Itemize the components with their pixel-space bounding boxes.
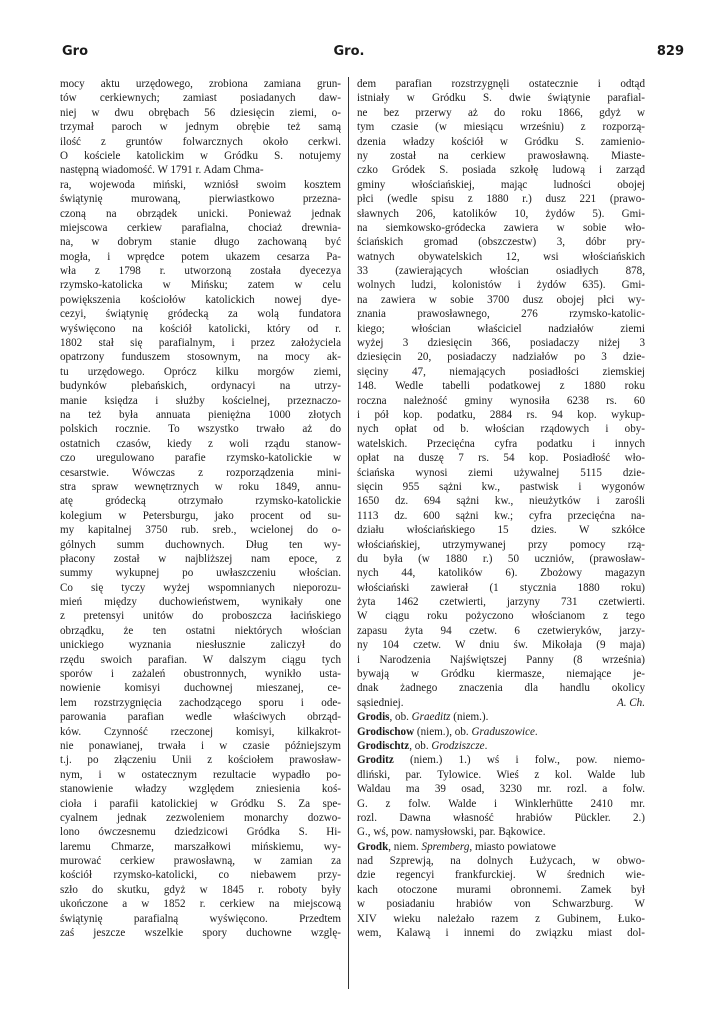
line-text: zaś jeszcze wszelkie spory duchowne wzglę- [60, 927, 341, 940]
line-text: czoną na obrządek unicki. Ponieważ jednak [60, 207, 341, 220]
text-line [60, 437, 341, 451]
text-line [60, 135, 341, 149]
line-text: sporów i zażaleń obustronnych, wynikło usta- [60, 668, 341, 681]
line-text: nych opłat od b. włościan rządowych i oby- [357, 423, 645, 436]
line-text: dliński, par. Tylowice. Wieś z kol. Walde lub [357, 768, 645, 781]
line-text: bywają w Gródku kiermasze, niemające je- [357, 668, 645, 681]
text-line [60, 221, 341, 235]
line-text: nowienie komisyi duchownej mieszanej, ce- [60, 682, 341, 695]
line-text: roczna należność gminy wynosiła 6238 rs. 60 [357, 394, 645, 407]
line-text: watelskich. Przecięćna cyfra podatku i innych [357, 437, 645, 450]
line-text: 1650 dz. 694 sążni kw., nieużytków i zarośli [357, 495, 645, 508]
line-text: du była (w 1880 r.) 50 uczniów, (prawosław- [357, 552, 645, 565]
line-text: w posiadaniu hrabiów von Schwarzburg. W [357, 898, 645, 911]
line-text: ne bez przerwy aż do roku 1866, gdyż w [357, 106, 645, 119]
entry-text: , miasto powiatowe [469, 840, 556, 853]
line-text: wem, Kalawą i innemi do związku miast dol- [357, 927, 645, 940]
line-text: powiększenia kościołów katolickich nowej dye- [60, 293, 341, 306]
text-line [60, 681, 341, 695]
text-line [357, 840, 645, 854]
text-line [60, 854, 341, 868]
line-text: dziesięcin 20, posiadaczy nadziałów po 3 dzie- [357, 351, 645, 364]
text-line [357, 437, 645, 451]
text-line [357, 609, 645, 623]
line-text: rozl. Dawna własność hrabiów Pückler. 2.) [357, 811, 645, 824]
line-text: działu włościańskiego 15 dzies. W szkółce [357, 524, 645, 537]
text-line [60, 307, 341, 321]
line-text: sięciny 47, niemających posiadłości ziemskiej [357, 365, 645, 378]
text-line [60, 235, 341, 249]
entry-headword: Groditz [357, 754, 394, 767]
line-text: 148. Wedle tabelli podatkowej z 1880 roku [357, 380, 645, 393]
text-line [357, 753, 645, 767]
line-text: płci (wedle spisu z 1880 r.) dusz 221 (prawo- [357, 193, 645, 206]
line-text: kościół rzymsko-katolicki, co niebawem przy- [60, 869, 341, 882]
line-text: z pretensyi unitów do proboszcza łacińskiego [60, 610, 341, 623]
line-text: polskich rocznie. To wszystko trwało aż do [60, 423, 341, 436]
line-text: watnych obywatelskich 12, wsi włościańskich [357, 250, 645, 263]
line-text: laremu Chmarze, marszałkowi mińskiemu, wy- [60, 840, 341, 853]
text-line [357, 336, 645, 350]
text-line [60, 638, 341, 652]
line-text: na, w dobrym stanie długo zachowaną być [60, 236, 341, 249]
text-line [357, 552, 645, 566]
line-text: sąsiedniej. [357, 696, 404, 709]
line-text: G. z folw. Walde i Winklerhütte 2410 mr. [357, 797, 645, 810]
line-text: budynków plebańskich, ordynacyi na utrzy- [60, 380, 341, 393]
line-text: dem parafian rozstrzygnęli ostatecznie i odtąd [357, 78, 645, 90]
line-text: na zawiera w sobie 3700 dusz obojej płci wy- [357, 293, 645, 306]
text-line [357, 422, 645, 436]
text-line [357, 696, 645, 710]
text-line [60, 149, 341, 163]
text-line [357, 365, 645, 379]
entry-headword: Grodis [357, 711, 390, 724]
line-text: murować cerkiew prawosławną, w zamian za [60, 855, 341, 868]
line-text: kach otoczone murami obronnemi. Zamek był [357, 883, 645, 896]
text-line [60, 480, 341, 494]
entry-text: , ob. [389, 711, 412, 724]
text-line [357, 509, 645, 523]
entry-text: (niem.). [450, 711, 489, 724]
line-text: tów cerkiewnych; zamiast posiadanych daw- [60, 92, 341, 105]
line-text: wyświęcono na kościół katolicki, który od r. [60, 322, 341, 335]
line-text: G., wś, pow. namysłowski, par. Bąkowice. [357, 826, 546, 839]
text-line [357, 192, 645, 206]
line-text: dzenia władzy kościół w Gródku S. zamienio- [357, 135, 645, 148]
entry-text: . [534, 725, 538, 738]
entry-italic-name: Graduszowice [471, 725, 535, 738]
line-text: następną wiadomość. W 1791 r. Adam Chma- [60, 164, 264, 177]
text-line [357, 264, 645, 278]
text-line [60, 897, 341, 911]
line-text: ostatnich czasów, kiedy z woli rządu stanow- [60, 437, 341, 450]
line-text: nych 44, katolików 6). Zbożowy magazyn [357, 567, 645, 580]
text-line [60, 710, 341, 724]
line-text: my kapitalnej 3750 rub. sreb., wcielonej do o- [60, 524, 341, 537]
text-line [357, 638, 645, 652]
line-text: żyta 1462 czetwierti, jarzyny 731 czetwierti. [357, 596, 645, 609]
text-line [60, 494, 341, 508]
line-text: lem rozstrzygnięcia zachodzącego sporu i ode- [60, 696, 341, 709]
text-line [60, 883, 341, 897]
line-text: nie ponawianej, trwała i w czasie późniejszym [60, 739, 341, 752]
header-left-catchword: Gro [62, 44, 89, 59]
entry-text: . [484, 739, 488, 752]
line-text: płacony został w najbliższej nam epoce, z [60, 552, 341, 565]
text-line [60, 278, 341, 292]
text-line [60, 192, 341, 206]
text-line [60, 566, 341, 580]
text-line [357, 681, 645, 695]
text-line [60, 408, 341, 422]
text-line [60, 552, 341, 566]
text-line [60, 163, 341, 177]
text-line [357, 768, 645, 782]
line-text: parowania parafian wedle właściwych obrząd- [60, 711, 341, 724]
text-line [357, 149, 645, 163]
entry-text: (niem.), ob. [414, 725, 472, 738]
line-text: czko Gródek S. posiada szkołę ludową i zarząd [357, 164, 645, 177]
text-line [357, 897, 645, 911]
line-text: szło do skutku, gdyż w 1845 r. roboty były [60, 883, 341, 896]
text-line [60, 725, 341, 739]
line-text: atę gródecką otrzymało rzymsko-katolickie [60, 495, 341, 508]
line-text: ków. Czynność rzeczonej komisyi, kilkakrot- [60, 725, 341, 738]
text-line [60, 336, 341, 350]
text-line [60, 753, 341, 767]
text-line [357, 322, 645, 336]
text-line [60, 91, 341, 105]
entry-text: (niem.) 1.) wś i folw., pow. niemo- [393, 754, 645, 767]
text-line [60, 624, 341, 638]
text-line [60, 422, 341, 436]
entry-italic-name: Graeditz [411, 711, 451, 724]
line-text: unickiego wyznania niesłusznie zaliczył do [60, 639, 341, 652]
text-line [357, 523, 645, 537]
line-text: opłat na duszę 7 rs. 54 kop. Posiadłość wło- [357, 452, 645, 465]
line-text: miejscowa cerkiew parafialna, chociaż drewnia- [60, 221, 341, 234]
line-text: gólnych summ duchownych. Dług ten wy- [60, 538, 341, 551]
text-line [357, 250, 645, 264]
text-line [357, 797, 645, 811]
line-text: świątynię parafialną wyświęcono. Przedtem [60, 912, 341, 925]
text-line [357, 494, 645, 508]
text-line [60, 538, 341, 552]
text-line [357, 408, 645, 422]
text-line [60, 739, 341, 753]
text-line [357, 163, 645, 177]
text-line [60, 912, 341, 926]
text-line [357, 91, 645, 105]
text-line [357, 135, 645, 149]
line-text: dnak żadnego znaczenia dla handlu okolicy [357, 682, 645, 695]
text-line [60, 178, 341, 192]
text-line [357, 566, 645, 580]
text-line [60, 523, 341, 537]
text-line [357, 178, 645, 192]
line-text: mień między duchowieństwem, wynikały one [60, 596, 341, 609]
line-text: trzymał paroch w jednym obrębie też samą [60, 121, 341, 134]
line-text: dzie regencyi frankfurckiej. W średnich wie- [357, 869, 645, 882]
text-line [60, 926, 341, 940]
text-line [60, 595, 341, 609]
line-text: znania prawosławnego, 276 rzymsko-katolic- [357, 308, 645, 321]
text-line [60, 466, 341, 480]
line-text: ukończone a w 1852 r. cerkiew na miejscową [60, 898, 341, 911]
entry-italic-name: Spremberg [421, 840, 470, 853]
line-text: cezyi, świątynię gródecką za wolą fundatora [60, 308, 341, 321]
entry-italic-name: Grodziszcze [431, 739, 485, 752]
text-line [60, 250, 341, 264]
text-line [357, 667, 645, 681]
text-line [357, 595, 645, 609]
text-line [60, 868, 341, 882]
text-line [357, 725, 645, 739]
line-text: stra spraw wewnętrznych w roku 1849, annu- [60, 480, 341, 493]
text-line [357, 106, 645, 120]
text-line [60, 264, 341, 278]
right-column [357, 77, 645, 1001]
text-line [357, 912, 645, 926]
line-text: cioła i parafii katolickiej w Gródku S. Za spe- [60, 797, 341, 810]
line-text: nad Szprewją, na dolnych Łużycach, w obwo- [357, 855, 645, 868]
line-text: włościański zawierał (1 stycznia 1880 roku) [357, 581, 645, 594]
line-text: ny 104 czetw. W dniu św. Mikołaja (9 maja) [357, 639, 645, 652]
line-text: nym, i w ostatecznym rezultacie wypadło po- [60, 768, 341, 781]
text-line [60, 581, 341, 595]
page-header [0, 44, 720, 64]
text-line [357, 235, 645, 249]
text-line [60, 394, 341, 408]
line-text: gminy włościańskiej, mając ludności obojej [357, 178, 645, 191]
text-line [60, 451, 341, 465]
entry-headword: Grodischtz [357, 739, 410, 752]
line-text: mogła, i wprędce potem ukazem cesarza Pa- [60, 250, 341, 263]
text-line [357, 854, 645, 868]
line-text: XIV wieku należało razem z Gubinem, Łuko- [357, 912, 645, 925]
text-line [357, 120, 645, 134]
text-line [60, 797, 341, 811]
text-line [357, 710, 645, 724]
line-text: na też była annuata pieniężna 1000 złotych [60, 408, 341, 421]
text-line [60, 768, 341, 782]
text-line [357, 782, 645, 796]
text-line [357, 278, 645, 292]
line-text: ściańska wynosi ziemi używalnej 5115 dzie- [357, 466, 645, 479]
line-text: ny został na cerkiew prawosławną. Miaste- [357, 149, 645, 162]
line-text: opatrzony funduszem stosownym, na mocy ak- [60, 351, 341, 364]
line-text: kiego; włościan właściciel nadziałów ziemi [357, 322, 645, 335]
text-line [357, 581, 645, 595]
line-text: niej w dwu obrębach 56 dziesięcin ziemi, o- [60, 106, 341, 119]
text-line [357, 868, 645, 882]
line-text: i Narodzenia Najświętszej Panny (8 września) [357, 653, 645, 666]
text-line [60, 696, 341, 710]
text-line [357, 466, 645, 480]
line-text: 1113 dz. 600 sążni kw.; cyfra przecięćna na- [357, 509, 645, 522]
page-number: 829 [656, 44, 684, 59]
line-text: 33 (zawierających włościan osiadłych 878, [357, 265, 645, 278]
line-text: wyżej 3 dziesięcin 366, posiadaczy niżej 3 [357, 337, 645, 350]
line-text: świątynię murowaną, pierwiastkowo przezna- [60, 193, 341, 206]
line-text: summy wykupnej po uwłaszczeniu włościan. [60, 567, 341, 580]
line-text: wła z 1798 r. utworzoną została dyecezya [60, 265, 341, 278]
line-text: cesarstwie. Wówczas z rozporządzenia mini- [60, 466, 341, 479]
text-line [357, 653, 645, 667]
text-line [60, 509, 341, 523]
line-text: wolnych ludzi, kolonistów i żydów 635). Gmi- [357, 279, 645, 292]
header-center-catchword: Gro. [333, 44, 365, 59]
line-text: kolegium w Petersburgu, jako procent od su- [60, 509, 341, 522]
text-line [60, 782, 341, 796]
line-text: cyalnem jednak zezwoleniem monarchy dozwo- [60, 811, 341, 824]
entry-headword: Grodk [357, 840, 389, 853]
text-line [60, 293, 341, 307]
text-line [357, 207, 645, 221]
text-line [357, 883, 645, 897]
author-signature: A. Ch. [616, 696, 645, 709]
text-line [60, 379, 341, 393]
line-text: sięcin 955 sążni kw., pastwisk i wygonów [357, 480, 645, 493]
text-line [357, 293, 645, 307]
text-line [60, 322, 341, 336]
line-text: tu urzędowego. Oprócz kilku morgów ziemi, [60, 365, 341, 378]
text-line [357, 811, 645, 825]
text-line [60, 840, 341, 854]
left-column [60, 77, 341, 1001]
line-text: ściańskich gromad (obszczestw) 3, dóbr pry- [357, 236, 645, 249]
text-line [357, 379, 645, 393]
text-line [357, 221, 645, 235]
text-line [60, 120, 341, 134]
text-line [357, 739, 645, 753]
text-line [60, 609, 341, 623]
line-text: O kościele katolickim w Gródku S. notujemy [60, 149, 341, 162]
line-text: lono ówczesnemu dziedzicowi Gródka S. Hi- [60, 826, 341, 839]
text-line [357, 350, 645, 364]
line-text: sławnych 206, katolików 10, żydów 5). Gmi- [357, 207, 645, 220]
line-text: mocy aktu urzędowego, zrobiona zamiana grun- [60, 78, 341, 90]
text-line [60, 825, 341, 839]
line-text: W ciągu roku pożyczono włościanom z tego [357, 610, 645, 623]
line-text: włościańskiej, utrzymywanej przy pomocy rzą- [357, 538, 645, 551]
text-line [60, 77, 341, 91]
text-line [60, 653, 341, 667]
text-line [357, 451, 645, 465]
line-text: 1802 stał się parafialnym, i przez założyciela [60, 337, 341, 350]
entry-text: , ob. [409, 739, 432, 752]
line-text: tym czasie (w miesiącu wrześniu) z rozporzą- [357, 121, 645, 134]
line-text: istniały w Gródku S. dwie świątynie parafial- [357, 92, 645, 105]
entry-headword: Grodischow [357, 725, 415, 738]
text-line [357, 77, 645, 91]
text-line [60, 365, 341, 379]
line-text: rzędu swoich parafian. W dalszym ciągu tych [60, 653, 341, 666]
text-line [60, 350, 341, 364]
text-line [60, 667, 341, 681]
text-line [357, 624, 645, 638]
text-line [60, 207, 341, 221]
line-text: obrządku, że ten ostatni niektórych włościan [60, 624, 341, 637]
line-text: zapasu żyta 94 czetw. 6 czetwieryków, jarzy- [357, 624, 645, 637]
text-line [357, 480, 645, 494]
column-divider [348, 77, 349, 989]
text-line [357, 394, 645, 408]
line-text: Co się tyczy wyżej wspomnianych nieporozu- [60, 581, 341, 594]
line-text: ra, wojewoda miński, wzniósł swoim kosztem [60, 178, 341, 191]
line-text: t.j. po złączeniu Unii z kościołem prawosław- [60, 754, 341, 767]
text-line [357, 307, 645, 321]
line-text: i pół kop. podatku, 2884 rs. 94 kop. wykup- [357, 408, 645, 421]
line-text: na siemkowsko-gródecka zawiera w sobie wło- [357, 221, 645, 234]
line-text: Waldau ma 39 osad, 3230 mr. rozl. a folw. [357, 783, 645, 796]
text-line [60, 106, 341, 120]
line-text: manie księdza i służby kościelnej, przeznaczo- [60, 394, 341, 407]
text-line [357, 538, 645, 552]
text-line [60, 811, 341, 825]
line-text: rzymsko-katolicka w Mińsku; zatem w celu [60, 279, 341, 292]
line-text: stanowienie władzy względem zniesienia koś- [60, 783, 341, 796]
entry-text: , niem. [388, 840, 422, 853]
line-text: czo uregulowano parafie rzymsko-katolickie w [60, 452, 341, 465]
line-text: ilość z gruntów folwarcznych około cerkwi. [60, 135, 341, 148]
text-line [357, 825, 645, 839]
text-line [357, 926, 645, 940]
